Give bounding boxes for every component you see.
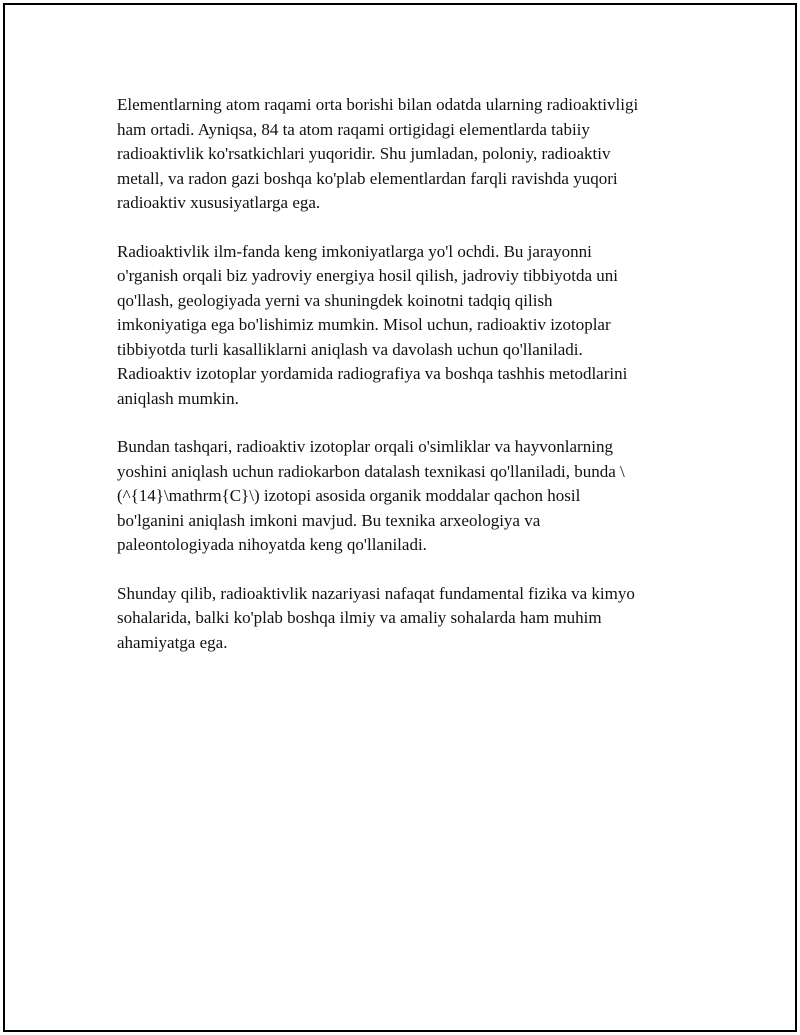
paragraph-1: Elementlarning atom raqami orta borishi bilan odatda ularning radioaktivligi ham ortadi. Ayniqsa, 84 ta atom raqami ortigidagi elementlarda tabiiy radioaktivlik ko'rsatkichlari yuqoridir. Shu jumladan, poloniy, radioaktiv metall, va radon gazi boshqa ko'plab elementlardan farqli ravishda yuqori radioaktiv xususiyatlarga ega. [117,95,639,212]
document-body [117,93,702,679]
paragraph-4: Shunday qilib, radioaktivlik nazariyasi nafaqat fundamental fizika va kimyo sohalarida, balki ko'plab boshqa ilmiy va amaliy sohalarda ham muhim ahamiyatga ega. [117,583,635,652]
paragraph-2: Radioaktivlik ilm-fanda keng imkoniyatlarga yo'l ochdi. Bu jarayonni o'rganish orqali biz yadroviy energiya hosil qilish, jadroviy tibbiyotda uni qo'llash, geologiyada yerni va shuningdek koinotni tadqiq qilish imkoniyatiga ega bo'lishimiz mumkin. Misol uchun, radioaktiv izotoplar tibbiyotda turli kasalliklarni aniqlash va davolash uchun qo'llaniladi. Radioaktiv izotoplar yordamida radiografiya va boshqa tashhis metodlarini aniqlash mumkin. [117,241,628,408]
paragraph-3: Bundan tashqari, radioaktiv izotoplar orqali o'simliklar va hayvonlarning yoshini aniqlash uchun radiokarbon datalash texnikasi qo'llaniladi, bunda \ (^{14}\mathrm{C}\) izotopi asosida organik moddalar qachon hosil bo'lganini aniqlash imkoni mavjud. Bu texnika arxeologiya va paleontologiyada nihoyatda keng qo'llaniladi. [117,437,625,554]
